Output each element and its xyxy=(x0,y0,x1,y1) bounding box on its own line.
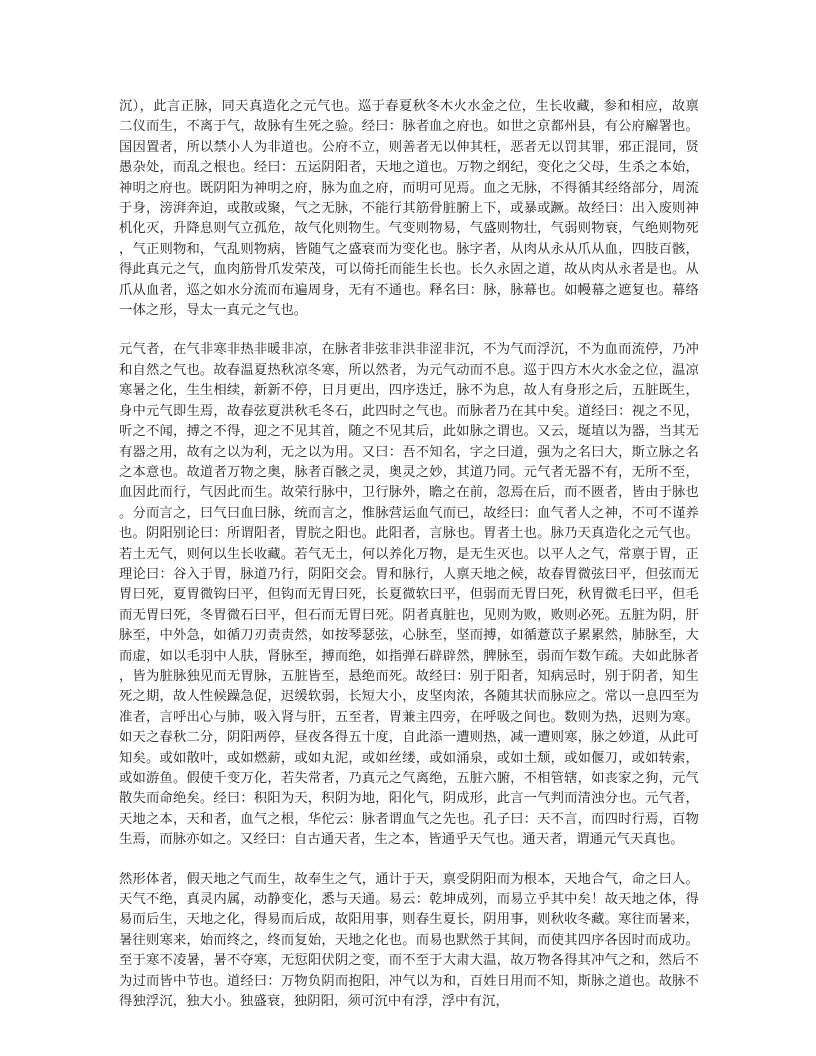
paragraph-1: 沉），此言正脉，同天真造化之元气也。巡于春夏秋冬木火水金之位，生长收藏，参和相应，故禀二仪而生，不离于气，故脉有生死之验。经曰：脉者血之府也。如世之京都州县，有公府廨署也。国因置者，所以禁小人为非道也。公府不立，则善者无以伸其枉，恶者无以罚其罪，邪正混同，贤愚杂处，而乱之根也。经曰：五运阴阳者，天地之道也。万物之纲纪，变化之父母，生杀之本始，神明之府也。既阴阳为神明之府，脉为血之府，而明可见焉。血之无脉，不得循其经络部分，周流于身，滂湃奔迫，或散或聚，气之无脉，不能行其筋骨脏腑上下，或暴或蹶。故经曰：出入废则神机化灭，升降息则气立孤危，故气化则物生。气变则物易，气盛则物壮，气弱则物衰，气绝则物死，气正则物和，气乱则物病，皆随气之盛衰而为变化也。脉字者，从肉从永从爪从血，四肢百骸，得此真元之气，血肉筋骨爪发荣茂，可以倚托而能生长也。长久永固之道，故从肉从永者是也。从爪从血者，巡之如水分流而布遍周身，无有不通也。释名曰：脉，脉幕也。如幔幕之遮复也。幕络一体之形，导太一真元之气也。 xyxy=(119,99,699,319)
document-page xyxy=(119,97,699,1012)
paragraph-3: 然形体者，假天地之气而生，故奉生之气，通计于天，禀受阴阳而为根本，天地合气，命之曰人。天气不绝，真灵内属，动静变化，悉与天通。易云：乾坤成列，而易立乎其中矣！故天地之体，得易而后生，天地之化，得易而后成，故阳用事，则春生夏长，阴用事，则秋收冬藏。寒往而暑来，暑往则寒来，始而终之，终而复始，天地之化也。而易也默然于其间，而使其四序各因时而成功。至于寒不凌暑，暑不夺寒，无愆阳伏阴之变，而不至于大肃大温，故万物各得其冲气之和，然后不为过而皆中节也。道经曰：万物负阴而抱阳，冲气以为和，百姓日用而不知，斯脉之道也。故脉不得独浮沉，独大小。独盛衰，独阴阳，须可沉中有浮，浮中有沉， xyxy=(119,871,699,1010)
paragraph-2: 元气者，在气非寒非热非暖非凉，在脉者非弦非洪非涩非沉，不为气而浮沉，不为血而流停，乃冲和自然之气也。故春温夏热秋凉冬寒，所以然者，为元气动而不息。巡于四方木火水金之位，温凉寒暑之化，生生相续，新新不停，日月更出，四序迭迁，脉不为息，故人有身形之后，五脏既生，身中元气即生焉，故春弦夏洪秋毛冬石，此四时之气也。而脉者乃在其中矣。道经曰：视之不见，听之不闻，搏之不得，迎之不见其首，随之不见其后，此如脉之谓也。又云，埏埴以为器，当其无有器之用，故有之以为利，无之以为用。又曰：吾不知名，字之曰道，强为之名曰大，斯立脉之名之本意也。故道者万物之奥，脉者百骸之灵，奥灵之妙，其道乃同。元气者无器不有，无所不至，血因此而行，气因此而生。故荣行脉中，卫行脉外，瞻之在前，忽焉在后，而不匮者，皆由于脉也。分而言之，曰气曰血曰脉，统而言之，惟脉营运血气而已，故经曰：血气者人之神，不可不谨养也。阴阳别论曰：所谓阳者，胃脘之阳也。此阳者，言脉也。胃者土也。脉乃天真造化之元气也。若土无气，则何以生长收藏。若气无土，何以养化万物，是无生灭也。以平人之气，常禀于胃，正理论曰：谷入于胃，脉道乃行，阴阳交会。胃和脉行，人禀天地之候，故春胃微弦曰平，但弦而无胃曰死，夏胃微钩曰平，但钩而无胃曰死，长夏微软曰平，但弱而无胃曰死，秋胃微毛曰平，但毛而无胃曰死，冬胃微石曰平，但石而无胃曰死。阴者真脏也，见则为败，败则必死。五脏为阴，肝脉至，中外急，如循刀刃责责然，如按琴瑟弦，心脉至，坚而搏，如循薏苡子累累然，肺脉至，大而虚，如以毛羽中人肤，肾脉至，搏而绝，如指弹石辟辟然，脾脉至，弱而乍数乍疏。夫如此脉者，皆为脏脉独见而无胃脉，五脏皆至，悬绝而死。故经曰：别于阳者，知病忌时，别于阴者，知生死之期，故人性候躁急促，迟缓软弱，长短大小，皮坚肉浓，各随其状而脉应之。常以一息四至为准者，言呼出心与肺，吸入肾与肝，五至者，胃兼主四旁，在呼吸之间也。数则为热，迟则为寒。如天之春秋二分，阴阳两停，昼夜各得五十度，自此添一遭则热，减一遭则寒，脉之妙道，从此可知矣。或如散叶，或如燃薪，或如丸泥，或如丝缕，或如涌泉，或如土颓，或如偃刀，或如转索，或如游鱼。假使千变万化，若失常者，乃真元之气离绝，五脏六腑，不相管辖，如丧家之狗，元气散失而命绝矣。经曰：积阳为天，积阴为地，阳化气，阴成形，此言一气判而清浊分也。元气者，天地之本，天和者，血气之根，华佗云：脉者谓血气之先也。孔子曰：天不言，而四时行焉，百物生焉，而脉亦如之。又经曰：自古通天者，生之本，皆通乎天气也。通天者，谓通元气天真也。 xyxy=(119,342,699,848)
